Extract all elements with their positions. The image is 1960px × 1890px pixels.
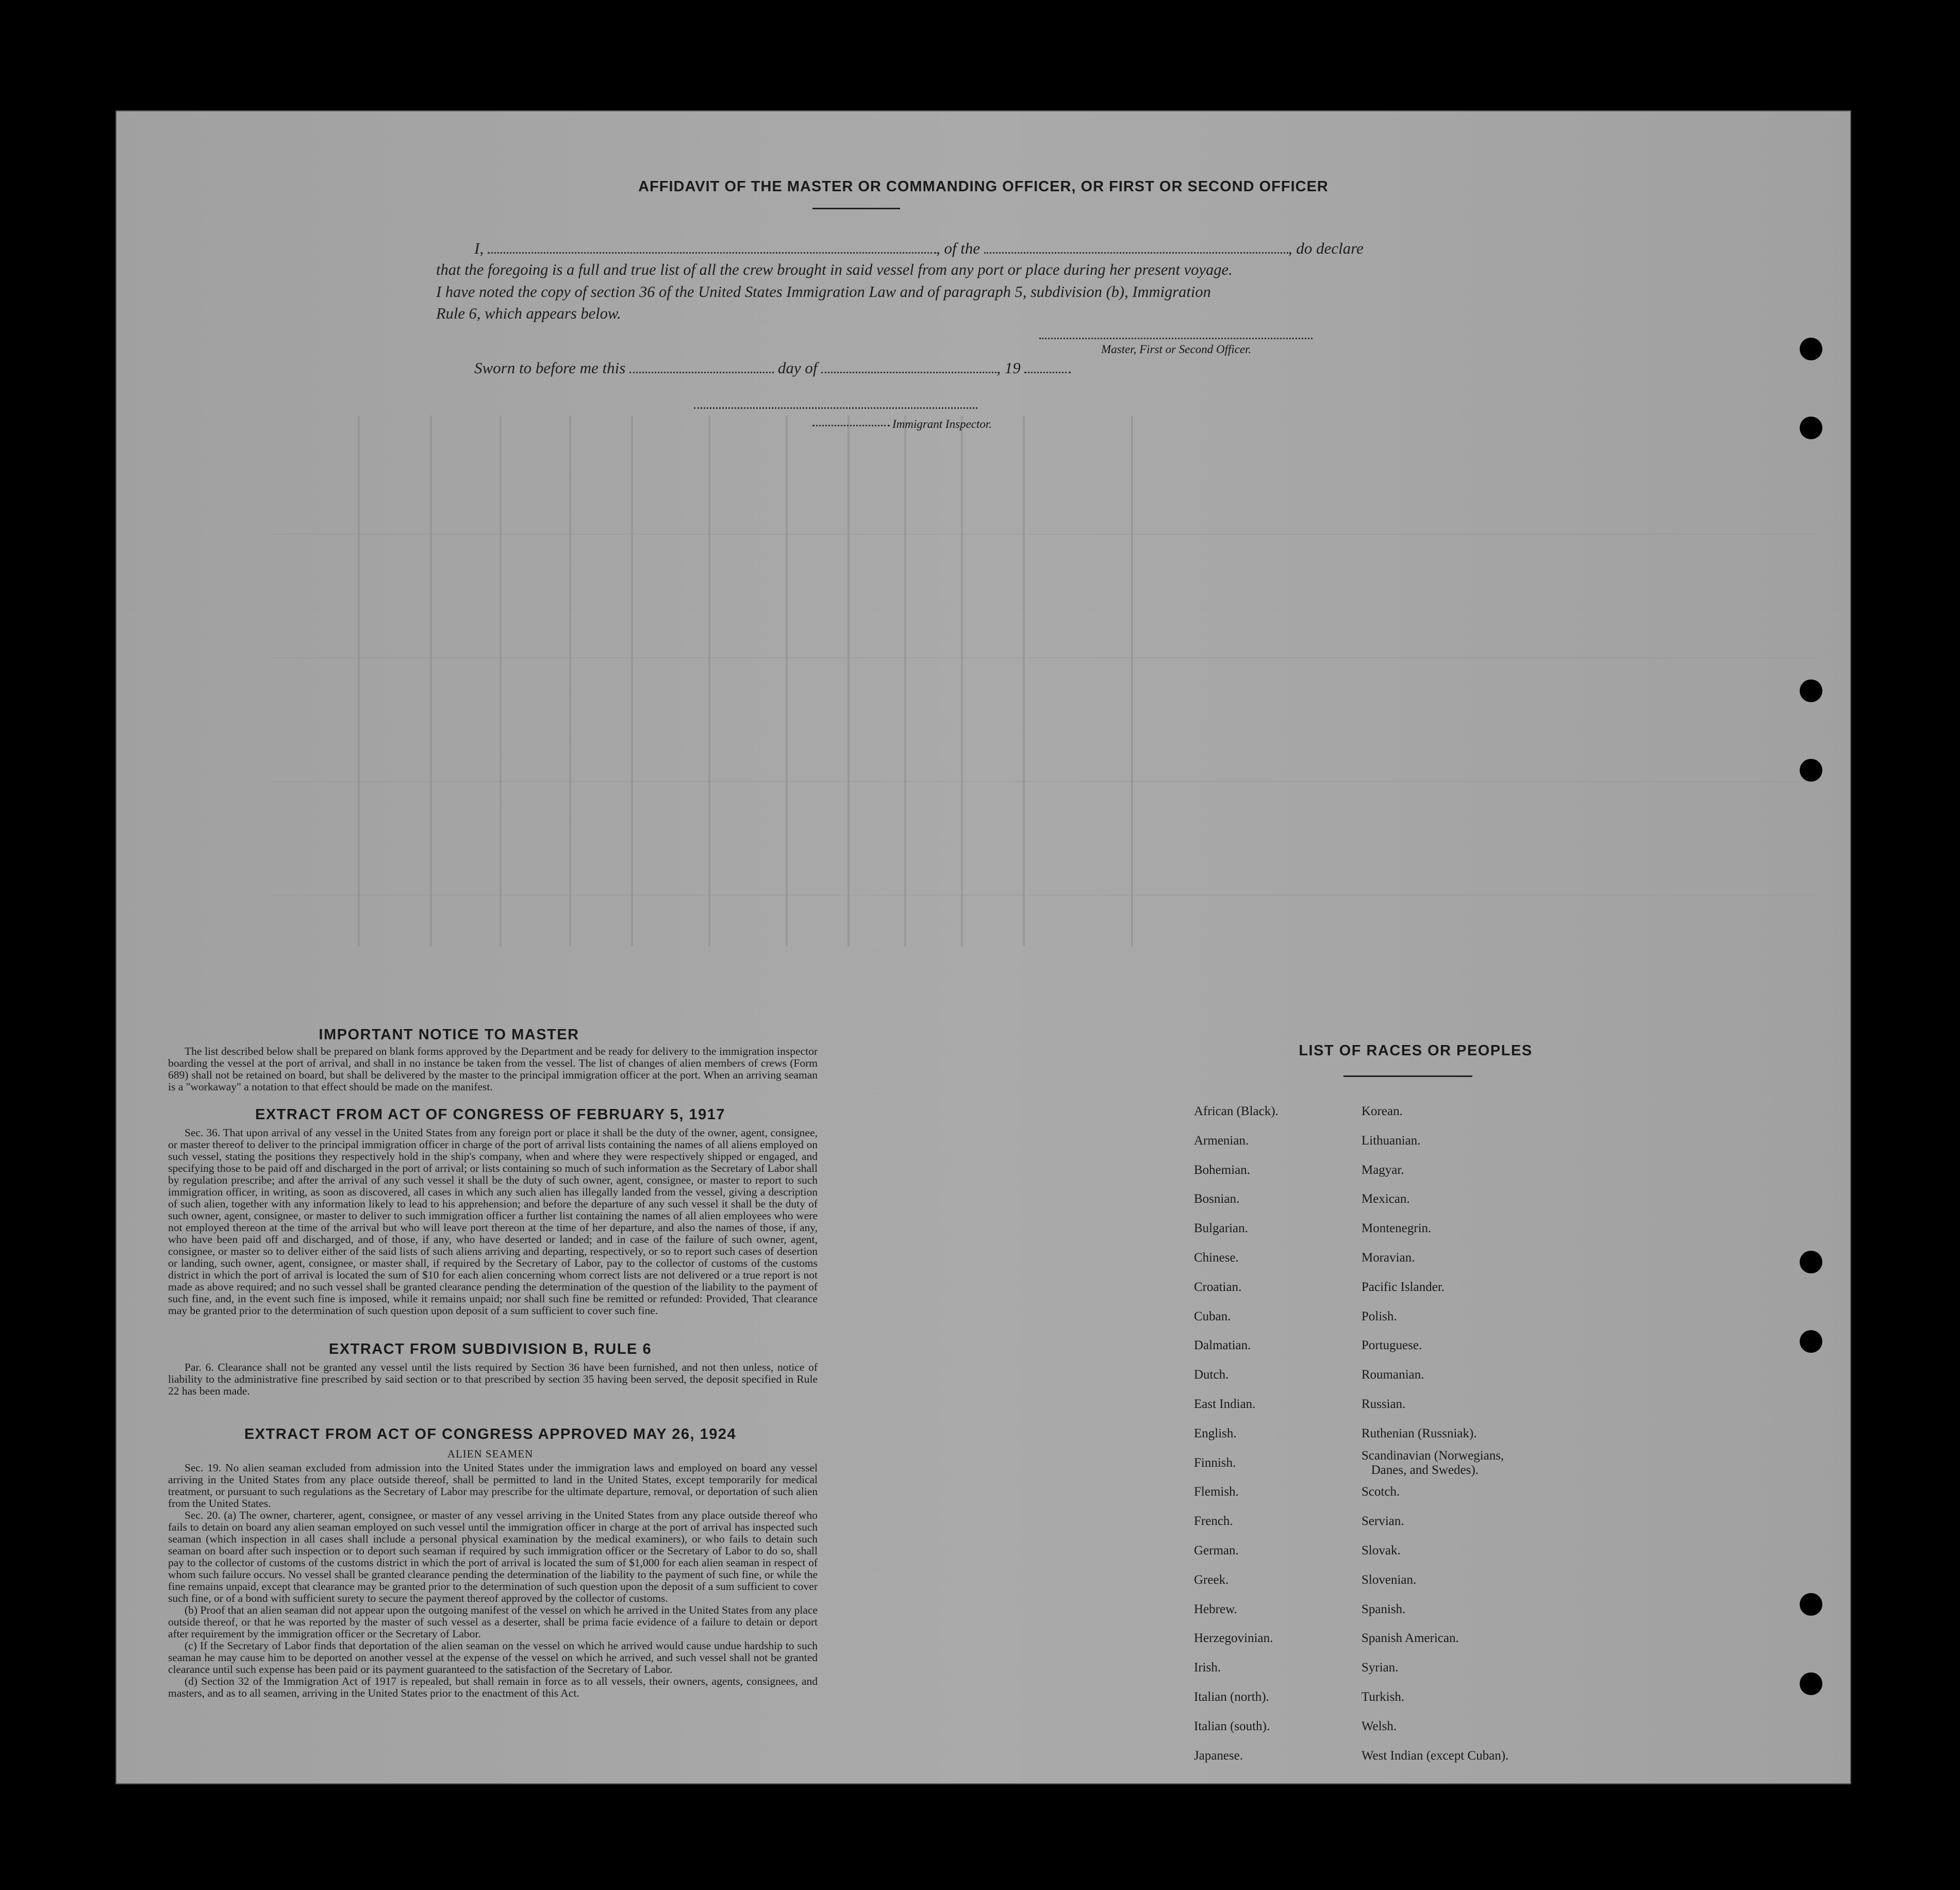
race-item: Mexican. (1361, 1192, 1410, 1206)
race-item: African (Black). (1194, 1104, 1278, 1118)
race-item: Herzegovinian. (1194, 1631, 1273, 1646)
races-title-rule (1343, 1075, 1472, 1077)
sworn-month-blank[interactable] (821, 371, 996, 373)
punch-hole (1800, 1672, 1822, 1695)
of-the-label: , of the (936, 239, 981, 257)
extract-1924-sec19: Sec. 19. No alien seaman excluded from admission into the United States under the immigration laws and employed on board any vessel arriving in the United States from any place outside thereof, shall be permitted to land in the United States, except temporarily for medical treatment, or pursuant to such regulations as the Secretary of Labor may prescribe for the ultimate departure, removal, or deportation of such alien from the United States. (168, 1462, 818, 1510)
race-item: Lithuanian. (1361, 1133, 1421, 1148)
race-item: Bohemian. (1194, 1163, 1251, 1177)
vessel-blank[interactable] (984, 252, 1288, 254)
race-item: Magyar. (1361, 1163, 1404, 1177)
notice-text: The list described below shall be prepared on blank forms approved by the Department and be ready for delivery to the immigration inspector boarding the vessel at the port of arrival, and shall in no instance be taken from the vessel. The list of changes of alien members of crews (Form 689) shall not be retained on board, but shall be delivered by the master to the principal immigration officer at the port. When an arriving seaman is a "workaway" a notation to that effect should be made on the manifest. (168, 1045, 818, 1093)
extract-1917-text: Sec. 36. That upon arrival of any vessel in the United States from any foreign port or place it shall be the duty of the owner, agent, consignee, or master thereof to deliver to the principal immigration officer in charge of the port of arrival lists containing the names of all aliens employed on such vessel, stating the positions they respectively hold in the ship's company, when and where they were respectively shipped or engaged, and specifying those to be paid off and discharged in the port of arrival; or lists containing so much of such information as the Secretary of Labor shall by regulation prescribe; and after the arrival of any such vessel it shall be the duty of such owner, agent, consignee, or master to report to such immigration officer, in writing, as soon as discovered, all cases in which any such alien has illegally landed from the vessel, giving a description of such alien, together with any information likely to lead to his apprehension; and before the departure of any such vessel it shall be the duty of such owner, agent, consignee, or master to deliver to such immigration officer a further list containing the names of all alien employees who were not employed thereon at the time of the arrival but who will leave port thereon at the time of her departure, and also the names of those, if any, who have been paid off and discharged, and of those, if any, who have deserted or landed; and in case of the failure of such owner, agent, consignee, or master so to deliver either of the said lists of such aliens arriving and departing, respectively, or so to report such cases of desertion or landing, such owner, agent, consignee, or master shall, if required by the Secretary of Labor, pay to the collector of customs of the customs district in which the port of arrival is located the sum of $10 for each alien concerning whom correct lists are not delivered or a true report is not made as above required; and no such vessel shall be granted clearance pending the determination of the question of the liability to the payment of such fine, and, in the event such fine is imposed, while it remains unpaid; nor shall such fine be remitted or refunded: Provided, That clearance may be granted prior to the determination of such question upon deposit of a sum sufficient to cover such fine. (168, 1126, 818, 1317)
race-item: Spanish American. (1361, 1631, 1459, 1646)
inspector-lead-line (812, 424, 890, 426)
race-item: Russian. (1361, 1397, 1406, 1411)
race-item: Irish. (1194, 1661, 1221, 1675)
race-item: Pacific Islander. (1361, 1280, 1445, 1294)
races-left-column (1194, 1097, 1278, 1770)
master-signature-caption: Master, First or Second Officer. (1101, 343, 1252, 356)
inspector-caption: Immigrant Inspector. (892, 418, 992, 430)
race-item: German. (1194, 1543, 1239, 1557)
race-item: Finnish. (1194, 1455, 1236, 1470)
master-signature-line[interactable] (1039, 337, 1313, 339)
race-item: Roumanian. (1361, 1368, 1424, 1382)
punch-hole (1800, 1330, 1822, 1353)
affidavit-line-4: Rule 6, which appears below. (436, 305, 621, 322)
punch-hole (1800, 759, 1822, 782)
race-item: East Indian. (1194, 1397, 1256, 1411)
punch-hole (1800, 417, 1822, 439)
extract-1924-subtitle: ALIEN SEAMEN (447, 1448, 534, 1460)
race-item: Syrian. (1361, 1661, 1399, 1675)
race-item: Japanese. (1194, 1748, 1243, 1763)
inspector-signature-line[interactable] (694, 407, 977, 409)
race-item: Dutch. (1194, 1368, 1229, 1382)
race-item: Servian. (1361, 1514, 1404, 1529)
affidavit-title: AFFIDAVIT OF THE MASTER OR COMMANDING OFFICER, OR FIRST OR SECOND OFFICER (638, 178, 1328, 195)
sworn-line (474, 359, 1071, 377)
race-item: Polish. (1361, 1309, 1397, 1323)
race-item: Hebrew. (1194, 1602, 1237, 1616)
race-item: Bosnian. (1194, 1192, 1240, 1206)
extract-1917-title: EXTRACT FROM ACT OF CONGRESS OF FEBRUARY 5, 1917 (255, 1106, 726, 1123)
race-item: Armenian. (1194, 1133, 1249, 1148)
extract-1924-sec20b: (b) Proof that an alien seaman did not appear upon the outgoing manifest of the vessel on which he arrived in the United States from any place outside thereof, or that he was reported by the master of such vessel as a deserter, shall be prima facie evidence of a failure to detain or deport after requirement by the immigration officer or the Secretary of Labor. (168, 1604, 818, 1640)
day-of-label: day of (777, 359, 818, 377)
affidavit-line-3: I have noted the copy of section 36 of the United States Immigration Law and of paragraph 5, subdivision (b), Immigration (436, 283, 1211, 301)
race-item: Slovenian. (1361, 1572, 1417, 1587)
name-blank[interactable] (488, 252, 936, 254)
punch-hole (1800, 679, 1822, 702)
notice-title: IMPORTANT NOTICE TO MASTER (319, 1026, 579, 1043)
extract-rule6-title: EXTRACT FROM SUBDIVISION B, RULE 6 (328, 1341, 652, 1357)
race-item: Italian (south). (1194, 1719, 1270, 1733)
extract-rule6-text: Par. 6. Clearance shall not be granted any vessel until the lists required by Section 36 have been furnished, and not then unless, notice of liability to the administrative fine prescribed by said section or to that prescribed by section 35 having been served, the deposit specified in Rule 22 has been made. (168, 1361, 818, 1397)
punch-hole (1800, 1251, 1822, 1273)
extract-1924-sec20c: (c) If the Secretary of Labor finds that deportation of the alien seaman on the vessel on which he arrived would cause undue hardship to such seaman he may cause him to be deported on another vessel at the expense of the vessel on which he arrived, and such vessel shall not be granted clearance until such expense has been paid or its payment guaranteed to the satisfaction of the Secretary of Labor. (168, 1639, 818, 1676)
race-item: Cuban. (1194, 1309, 1231, 1323)
race-item: Greek. (1194, 1572, 1229, 1587)
race-item: Portuguese. (1361, 1338, 1422, 1353)
race-item: Dalmatian. (1194, 1338, 1251, 1353)
sworn-label: Sworn to before me this (474, 359, 626, 377)
race-item: Montenegrin. (1361, 1221, 1432, 1236)
extract-1924-body (168, 1462, 818, 1699)
extract-1924-title: EXTRACT FROM ACT OF CONGRESS APPROVED MAY 26, 1924 (244, 1426, 737, 1443)
race-item: Turkish. (1361, 1689, 1405, 1704)
race-item: Slovak. (1361, 1543, 1401, 1557)
races-title: LIST OF RACES OR PEOPLES (1299, 1042, 1533, 1059)
race-item: English. (1194, 1426, 1237, 1440)
i-label: I, (474, 239, 484, 257)
sworn-day-blank[interactable] (629, 371, 774, 373)
affidavit-line-2: that the foregoing is a full and true list of all the crew brought in said vessel from any port or place during her present voyage. (436, 261, 1233, 278)
race-item: French. (1194, 1514, 1233, 1529)
document-page (117, 111, 1850, 1783)
punch-hole (1800, 338, 1822, 360)
race-item: Flemish. (1194, 1485, 1239, 1499)
race-item: Bulgarian. (1194, 1221, 1248, 1236)
sworn-year-blank[interactable] (1024, 371, 1071, 373)
race-item: Italian (north). (1194, 1689, 1269, 1704)
race-item: Korean. (1361, 1104, 1403, 1118)
extract-1924-sec20d: (d) Section 32 of the Immigration Act of 1917 is repealed, but shall remain in force as to all vessels, their owners, agents, consignees, and masters, and as to all seamen, arriving in the United States prior to the enactment of this Act. (168, 1675, 818, 1699)
race-item: Scotch. (1361, 1485, 1400, 1499)
title-rule (812, 208, 900, 209)
race-item: Ruthenian (Russniak). (1361, 1426, 1477, 1440)
race-item: Welsh. (1361, 1719, 1397, 1733)
races-right-column (1361, 1097, 1508, 1770)
race-item: Moravian. (1361, 1250, 1415, 1265)
extract-1924-sec20a: Sec. 20. (a) The owner, charterer, agent, consignee, or master of any vessel arriving in the United States from any place outside thereof who fails to detain on board any alien seaman employed on such vessel until the immigration officer in charge at the port of arrival has inspected such seaman (which inspection in all cases shall include a personal physical examination by the medical examiners), or who fails to detain such seaman on board after such inspection or to deport such seaman if required by such immigration officer or the Secretary of Labor to do so, shall pay to the collector of customs of the customs district in which the port of arrival is located the sum of $1,000 for each alien seaman in respect of whom such failure occurs. No vessel shall be granted clearance pending the determination of the liability to the payment of such fine, or while the fine remains unpaid, except that clearance may be granted prior to the determination of such question upon the deposit of a sum sufficient to cover such fine, or of a bond with sufficient surety to secure the payment thereof approved by the collector of customs. (168, 1509, 818, 1604)
race-item: Scandinavian (Norwegians, Danes, and Swedes). (1361, 1448, 1504, 1477)
declare-label: , do declare (1288, 239, 1364, 257)
race-item: Chinese. (1194, 1250, 1239, 1265)
year-label: , 19 (996, 359, 1021, 377)
race-item: Croatian. (1194, 1280, 1242, 1294)
punch-hole (1800, 1593, 1822, 1616)
race-item: Spanish. (1361, 1602, 1406, 1616)
affidavit-line-1 (474, 239, 1364, 258)
race-item: West Indian (except Cuban). (1361, 1748, 1509, 1763)
